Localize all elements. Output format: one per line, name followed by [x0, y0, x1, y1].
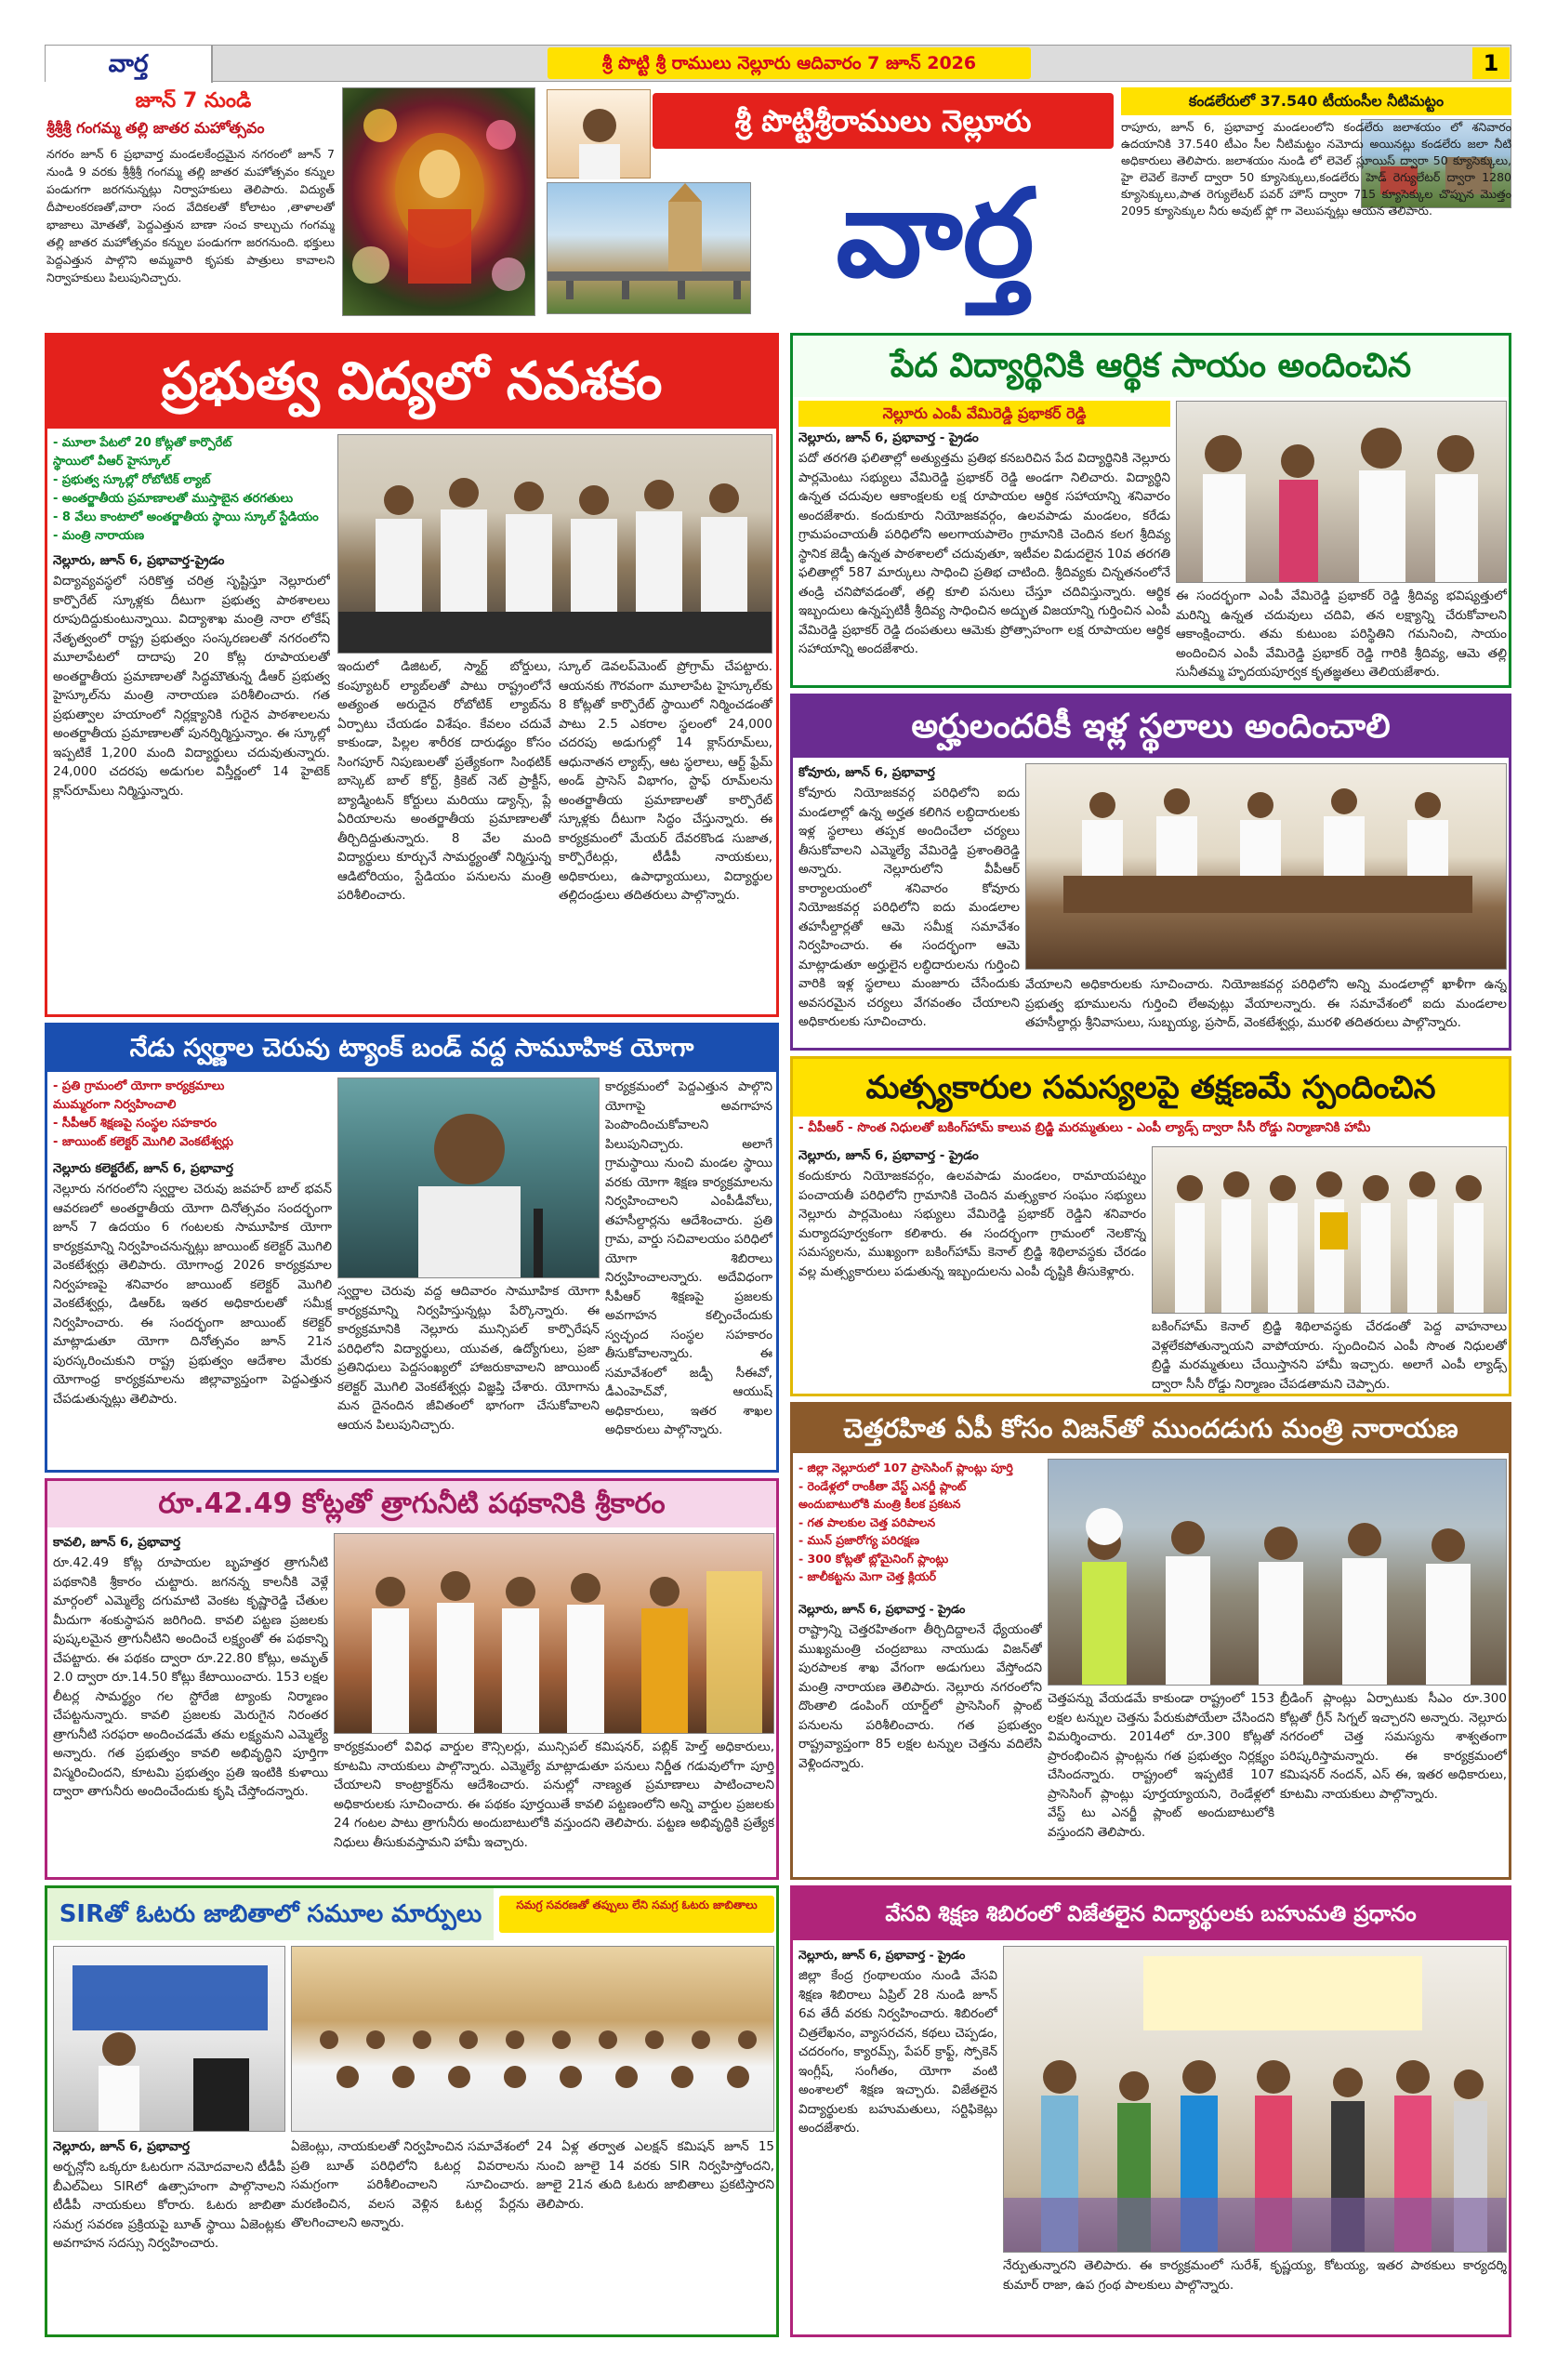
scholarship-story — [790, 333, 1511, 688]
highlight-item: - అంతర్జాతీయ ప్రమాణాలతో ముస్తాబైన తరగతులు — [53, 492, 294, 506]
bridge-collage — [547, 182, 751, 314]
highlight-item: - మూలా పేటలో 20 కోట్లతో కార్పొరేట్ — [53, 436, 232, 450]
page-number: 1 — [1472, 47, 1510, 79]
joint-collector-photo — [337, 1078, 600, 1278]
highlight-item: - జాలీకట్టను మెగా చెత్త క్లియర్ — [798, 1569, 937, 1583]
story-body-col1: అర్బన్లోని ఒక్కరూ ఓటరుగా నమోదవాలని టీడీపీ బీఎల్ఏలు SIRలో ఉత్సాహంగా పాల్గొనాలని టీడీపీ నాయకులు కోరారు. ఓటరు జాబితా సమగ్ర సవరణ ప్రక్రియపై బూత్ స్థాయి ఏజెంట్లకు అవగాహన సదస్సు నిర్వహించారు. — [53, 2160, 285, 2251]
foundation-stone-photo — [334, 1533, 774, 1734]
highlight-item: ముమ్మరంగా నిర్వహించాలి — [53, 1098, 177, 1112]
story-body: రాపూరు, జూన్ 6, ప్రభావార్త మండలంలోని కండలేరు జలాశయం లో శనివారం ఉదయానికి 37.540 టీఎం సీల నీటిమట్టం నమోదు అయినట్లు కండలేరు జలా నీటి అధికారులు తెలిపారు. జలాశయం నుండి లో లెవెల్ స్లూయిస్ ద్వారా 50 క్యూసెక్కులు, హై లెవెల్ కెనాల్ ద్వారా 50 క్యూసెక్కులు,కండలేరు హెడ్ రెగ్యులేటర్ ద్వారా 1280 క్యూసెక్కులు,పాత రెగ్యులేటర్ పవర్ హౌస్ ద్వారా 715 క్యూసెక్కుల చొప్పున మొత్తం 2095 క్యూసెక్కుల నీరు అవుట్ ఫ్లో గా వెలుపన్నట్లు ఆయన తెలిపారు. — [1121, 120, 1511, 218]
summer-camp-story — [790, 1885, 1511, 2337]
highlight-item: - 8 వేలు కాంటాలో అంతర్జాతీయ స్థాయి స్కూల్ స్టేడియం — [53, 510, 319, 524]
masthead-logo: వార్త — [836, 162, 1035, 304]
mp-handover-photo — [1176, 401, 1507, 583]
highlight-item: - రెండేళ్లలో రాంకీతా వేస్ట్ ఎనర్జీ ప్లాంట్ — [798, 1478, 967, 1493]
drinking-water-story — [45, 1478, 779, 1880]
story-kicker: జూన్ 7 నుండి — [135, 89, 252, 112]
story-body-col3: స్కూల్ డెవలప్‌మెంట్ ప్రోగ్రామ్ చేపట్టారు. ఆయనకు గౌరవంగా మూలాపేట హైస్కూల్‌కు 8 కోట్లతో కార్పొరేట్ స్థాయిలో నిర్మించడంతో పాటు 2.5 ఎకరాల స్థలంలో 24,000 చదరపు అడుగుల్లో 14 క్లాస్‌రూమ్‌లు, ఆధునాతన ల్యాబ్స్, ఆట స్థలాలు, ఆర్ట్ ఫ్రేమ్ అండ్ ప్రాసెస్ విభాగం, స్టాఫ్ రూమ్‌లను అంతర్జాతీయ ప్రమాణాలతో కార్పొరేట్ స్కూళ్లకు దీటుగా సిద్ధం చేస్తున్నారు. ఈ కార్యక్రమంలో మేయర్ దేవరకొండ సుజాత, కార్పొరేటర్లు, టీడీపీ నాయకులు, అధికారులు, ఉపాధ్యాయులు, విద్యార్థుల తల్లిదండ్రులు తదితరులు పాల్గొన్నారు. — [559, 659, 772, 903]
garbage-free-ap-story — [790, 1402, 1511, 1880]
minister-press-meet-photo — [337, 434, 772, 654]
story-title: వేసవి శిక్షణ శిబిరంలో విజేతలైన విద్యార్థులకు బహుమతి ప్రధానం — [793, 1888, 1509, 1940]
story-byline: నెల్లూరు, జూన్ 6, ప్రభావార్త - ప్రైడం — [798, 1948, 966, 1962]
yoga-story — [45, 1023, 779, 1473]
story-body-col1: పదో తరగతి ఫలితాల్లో అత్యుత్తమ ప్రతిభ కనబరిచిన పేద విద్యార్థినికి నెల్లూరు పార్లమెంటు సభ్యులు వేమిరెడ్డి ప్రభాకర్ రెడ్డి అండగా నిలిచారు. విద్యార్థిని ఉన్నత చదువుల ఆకాంక్షలకు లక్ష రూపాయల ఆర్థిక సహాయాన్ని శనివారం అందజేశారు. కందుకూరు నియోజకవర్గం, ఉలవపాడు మండలం, కరేడు గ్రామపంచాయతీ పరిధిలోని అలగాయపాలెం గ్రామానికి చెందిన కలగ శ్రీదివ్య స్థానిక జెడ్పీ ఉన్నత పాఠశాలలో చదువుతూ, ఇటీవల విడుదలైన 10వ తరగతి ఫలితాల్లో 587 మార్కులు సాధించి ప్రతిభ చాటింది. శ్రీదివ్యకు చిన్నతనంలోనే తండ్రి చనిపోవడంతో, తల్లి కూలి పనులు చేస్తూ చదివిస్తున్నారు. ఆర్థిక ఇబ్బందులు ఉన్నప్పటికీ శ్రీదివ్య సాధించిన అద్భుత విజయాన్ని గుర్తించిన ఎంపీ వేమిరెడ్డి ప్రభాకర్ రెడ్డి దంపతులు ఆమెకు ప్రోత్సాహంగా లక్ష రూపాయల ఆర్థిక సహాయాన్ని అందజేశారు. — [798, 451, 1170, 656]
highlight-item: - జాయింట్ కలెక్టర్ మొగిలి వెంకటేశ్వర్లు — [53, 1135, 233, 1149]
highlight-item: అందుబాటులోకి మంత్రి కీలక ప్రకటన — [798, 1497, 961, 1511]
highlight-item: - మున్ ప్రజారోగ్య పరిరక్షణ — [798, 1533, 920, 1547]
story-body-col2: కార్యక్రమంలో పెద్దఎత్తున పాల్గొని యోగాపై అవగాహన పెంపొందించుకోవాలని పిలుపునిచ్చారు. అలాగే గ్రామస్థాయి నుంచి మండల స్థాయి వరకు యోగా శిక్షణ కార్యక్రమాలను నిర్వహించాలని ఎంపీడీవోలు, తహసీల్దార్లను ఆదేశించారు. ప్రతి గ్రామ, వార్డు సచివాలయం పరిధిలో యోగా శిబిరాలు నిర్వహించాలన్నారు. అదేవిధంగా సీపీఆర్ శిక్షణపై ప్రజలకు అవగాహన కల్పించేందుకు స్వచ్ఛంద సంస్థల సహకారం తీసుకోవాలన్నారు. ఈ సమావేశంలో జడ్పీ సీఈవో, డీఎంహెచ్‌వో, ఆయుష్ అధికారులు, ఇతర శాఖల అధికారులు పాల్గొన్నారు. — [605, 1079, 772, 1437]
story-body-col1: కోవూరు నియోజకవర్గ పరిధిలోని ఐదు మండలాల్లో ఉన్న అర్హత కలిగిన లబ్ధిదారులకు ఇళ్ల స్థలాలు తప్పక అందించేలా చర్యలు తీసుకోవాలని ఎమ్మెల్యే వేమిరెడ్డి ప్రశాంతిరెడ్డి అన్నారు. నెల్లూరులోని వీపీఆర్ కార్యాలయంలో శనివారం కోవూరు నియోజకవర్గ పరిధిలోని ఐదు మండలాల తహసీల్దార్లతో ఆమె సమీక్ష సమావేశం నిర్వహించారు. ఈ సందర్భంగా ఆమె మాట్లాడుతూ అర్హులైన లబ్ధిదారులను గుర్తించి వారికి ఇళ్ల స్థలాలు మంజూరు చేసేందుకు అవసరమైన చర్యలు వేగవంతం చేయాలని అధికారులకు సూచించారు. — [798, 786, 1020, 1029]
goddess-photo — [342, 87, 535, 316]
story-body-col2: బకింగ్‌హామ్ కెనాల్ బ్రిడ్జి శిథిలావస్థకు చేరడంతో పెద్ద వాహనాలు వెళ్లలేకపోతున్నాయని వాపోయారు. స్పందించిన ఎంపీ సొంత నిధులతో బ్రిడ్జి మరమ్మతులు చేయిస్తానని హామీ ఇచ్చారు. అలాగే ఎంపీ ల్యాడ్స్ ద్వారా సీసీ రోడ్డు నిర్మాణం చేపడతామని చెప్పారు. — [1152, 1319, 1507, 1392]
story-body-col2: చెత్తపన్ను వేయడమే కాకుండా రాష్ట్రంలో 153 లక్షల టన్నుల చెత్తను పేరుకుపోయేలా చేసిందని విమర్శించారు. 2014లో రూ.300 కోట్లతో ప్రారంభించిన ప్లాంట్లను గత ప్రభుత్వం నిర్లక్ష్యం చేసిందన్నారు. రాష్ట్రంలో ఇప్పటికే 107 ప్రాసెసింగ్ ప్లాంట్లు పూర్తయ్యాయని, రెండేళ్లలో వేస్ట్ టు ఎనర్జీ ప్లాంట్ అందుబాటులోకి వస్తుందని తెలిపారు. — [1048, 1691, 1274, 1840]
story-byline: నెల్లూరు, జూన్ 6, ప్రభావార్త - ప్రైడం — [798, 430, 979, 445]
story-body-col3: బ్రీడింగ్ ప్లాంట్లు ఏర్పాటుకు సీఎం రూ.300 కోట్లతో గ్రీన్ సిగ్నల్ ఇచ్చారని అన్నారు. నెల్లూరు నగరంలో చెత్త సమస్యను శాశ్వతంగా పరిష్కరిస్తామన్నారు. ఈ కార్యక్రమంలో కమిషనర్ నందన్, ఎస్ ఈ, ఇతర అధికారులు, కూటమి నాయకులు పాల్గొన్నారు. — [1280, 1691, 1507, 1802]
story-byline: కోవూరు, జూన్ 6, ప్రభావార్త — [798, 765, 935, 780]
speaker-photo — [53, 1946, 285, 2132]
story-byline: నెల్లూరు, జూన్ 6, ప్రభావార్త — [53, 2139, 191, 2154]
story-subtitle: - వీపీఆర్ - సొంత నిధులతో బకింగ్‌హామ్ కాలువ బ్రిడ్జి మరమ్మతులు - ఎంపీ ల్యాడ్స్ ద్వారా సీసీ రోడ్డు నిర్మాణానికి హామీ — [798, 1120, 1371, 1135]
story-title: పేద విద్యార్థినికి ఆర్థిక సాయం అందించిన — [793, 336, 1509, 397]
top-bar-logo: వార్త — [46, 46, 213, 83]
story-title: నేడు స్వర్ణాల చెరువు ట్యాంక్ బండ్ వద్ద సామూహిక యోగా — [47, 1025, 776, 1072]
story-highlights — [798, 1459, 1042, 1596]
story-body-col2: కార్యక్రమంలో వివిధ వార్డుల కౌన్సిలర్లు, మున్సిపల్ కమిషనర్, పబ్లిక్ హెల్త్ అధికారులు, కూటమి నాయకులు పాల్గొన్నారు. ఎమ్మెల్యే మాట్లాడుతూ పనులు నిర్ణీత గడువులోగా పూర్తి చేయాలని కాంట్రాక్టర్‌ను ఆదేశించారు. పనుల్లో నాణ్యత ప్రమాణాలు పాటించాలని అధికారులకు సూచించారు. ఈ పథకం పూర్తయితే కావలి పట్టణంలోని అన్ని వార్డుల ప్రజలకు 24 గంటల పాటు త్రాగునీరు అందుబాటులోకి వస్తుందని తెలిపారు. పట్టణ అభివృద్ధికి ప్రత్యేక నిధులు తీసుకువస్తామని హామీ ఇచ్చారు. — [334, 1739, 774, 1850]
story-title: శ్రీశ్రీశ్రీ గంగమ్మ తల్లి జాతర మహోత్సవం — [46, 119, 265, 137]
story-title: కండలేరులో 37.540 టీయంసీల నీటిమట్టం — [1121, 87, 1511, 115]
edition-date-line: శ్రీ పొట్టి శ్రీ రాములు నెల్లూరు ఆదివారం 7 జూన్ 2026 — [548, 47, 1031, 79]
story-highlights — [53, 434, 330, 549]
story-tag: సమగ్ర సవరణతో తప్పులు లేని సమగ్ర ఓటరు జాబితాలు — [499, 1896, 774, 1933]
story-body-col2: నేర్పుతున్నారని తెలిపారు. ఈ కార్యక్రమంలో సురేశ్, కృష్ణయ్య, కోటయ్య, ఇతర పాఠకులు కార్యదర్శి కుమార్ రాజా, ఉప గ్రంథ పాలకులు పాల్గొన్నారు. — [1003, 2258, 1507, 2293]
masthead-ribbon: శ్రీ పొట్టిశ్రీరాములు నెల్లూరు — [653, 93, 1114, 149]
review-meeting-photo — [1025, 763, 1507, 970]
prize-distribution-photo — [1003, 1946, 1507, 2253]
kandaleru-story — [1121, 86, 1511, 318]
story-body-col1: కందుకూరు నియోజకవర్గం, ఉలవపాడు మండలం, రామాయపట్నం పంచాయతీ పరిధిలోని గ్రామానికి చెందిన మత్స్యకార సంఘం సభ్యులు నెల్లూరు పార్లమెంటు సభ్యులు వేమిరెడ్డి ప్రభాకర్ రెడ్డిని శనివారం మర్యాదపూర్వకంగా కలిశారు. ఈ సందర్భంగా గ్రామంలో నెలకొన్న సమస్యలను, ముఖ్యంగా బకింగ్‌హామ్ కెనాల్ బ్రిడ్జి శిథిలావస్థకు చేరడం వల్ల మత్స్యకారులు పడుతున్న ఇబ్బందులను ఎంపీ దృష్టికి తీసుకెళ్లారు. — [798, 1169, 1146, 1279]
highlight-item: - సీపీఆర్ శిక్షణపై సంస్థల సహకారం — [53, 1117, 218, 1130]
story-title: రూ.42.49 కోట్లతో త్రాగునీటి పథకానికి శ్రీకారం — [47, 1481, 776, 1527]
story-title: అర్హులందరికీ ఇళ్ల స్థలాలు అందించాలి — [793, 696, 1509, 758]
highlight-item: - 300 కోట్లతో బ్లోమైనింగ్ ప్లాంట్లు — [798, 1551, 949, 1566]
highlight-item: - జిల్లా నెల్లూరులో 107 ప్రాసెసింగ్ ప్లాంట్లు పూర్తి — [798, 1461, 1013, 1474]
top-bar — [45, 45, 1511, 82]
story-subtitle: నెల్లూరు ఎంపీ వేమిరెడ్డి ప్రభాకర్ రెడ్డి — [798, 401, 1170, 427]
audience-photo — [291, 1946, 774, 2132]
dumping-yard-visit-photo — [1048, 1459, 1507, 1686]
story-body-col1: విద్యావ్యవస్థలో సరికొత్త చరిత్ర సృష్టిస్తూ నెల్లూరులో కార్పొరేట్ స్కూళ్లకు దీటుగా ప్రభుత్వ పాఠశాలలు రూపుదిద్దుకుంటున్నాయి. విద్యాశాఖ మంత్రి నారా లోకేష్ నేతృత్వంలో రాష్ట్ర ప్రభుత్వం సంస్కరణలతో నగరంలోని మూలాపేటలో దాదాపు 20 కోట్ల రూపాయలతో అంతర్జాతీయ ప్రమాణాలతో సిద్ధమౌతున్న డీఆర్ ప్రభుత్వ హైస్కూల్‌ను మంత్రి నారాయణ పరిశీలించారు. గత ప్రభుత్వాల హయాంలో నిర్లక్ష్యానికి గురైన పాఠశాలలను అంతర్జాతీయ ప్రమాణాలతో పునర్నిర్మిస్తున్నాం. ఈ స్కూల్లో ఇప్పటికే 1,200 మంది విద్యార్థులు చదువుతున్నారు. 24,000 చదరపు అడుగుల విస్తీర్ణంలో 14 హైటెక్ క్లాస్‌రూమ్‌లు నిర్మిస్తున్నారు. — [53, 574, 330, 799]
fishermen-story — [790, 1056, 1511, 1396]
story-body-col3: స్వర్ణాల చెరువు వద్ద ఆదివారం సామూహిక యోగా కార్యక్రమాన్ని నిర్వహిస్తున్నట్లు పేర్కొన్నారు. ఈ కార్యక్రమానికి నెల్లూరు మున్సిపల్ కార్పొరేషన్ పరిధిలోని విద్యార్థులు, యువత, ఉద్యోగులు, ప్రజా ప్రతినిధులు పెద్దసంఖ్యలో హాజరుకావాలని జాయింట్ కలెక్టర్ మొగిలి వెంకటేశ్వర్లు విజ్ఞప్తి చేశారు. యోగాను మన దైనందిన జీవితంలో భాగంగా చేసుకోవాలని ఆయన పిలుపునిచ్చారు. — [337, 1284, 600, 1433]
story-byline: కావలి, జూన్ 6, ప్రభావార్త — [53, 1535, 181, 1550]
highlight-item: - గత పాలకుల చెత్త పరిపాలన — [798, 1514, 936, 1529]
highlight-item: - ప్రతి గ్రామంలో యోగా కార్యక్రమాలు — [53, 1079, 225, 1093]
highlight-item: - మంత్రి నారాయణ — [53, 529, 145, 543]
masthead — [541, 86, 1117, 318]
story-body-col3: 24 ఏళ్ల తర్వాత ఎలక్షన్ కమిషన్ జూన్ 15 నుంచి జూలై 14 వరకు SIR నిర్వహిస్తోందని, జూలై 21న తుది ఓటరు జాబితాలు ప్రకటిస్తారని తెలిపారు. — [536, 2139, 774, 2212]
story-body-col2: ఏజెంట్లు, నాయకులతో నిర్వహించిన సమావేశంలో ప్రతి బూత్ పరిధిలోని ఓటర్ల వివరాలను సమగ్రంగా పరిశీలించాలని సూచించారు. మరణించిన, వలస వెళ్లిన ఓటర్ల పేర్లను తొలగించాలని అన్నారు. — [291, 2139, 529, 2230]
story-body-col1: రాష్ట్రాన్ని చెత్తరహితంగా తీర్చిదిద్దాలనే ధ్యేయంతో ముఖ్యమంత్రి చంద్రబాబు నాయుడు విజన్‌తో పురపాలక శాఖ వేగంగా అడుగులు వేస్తోందని మంత్రి నారాయణ తెలిపారు. నెల్లూరు నగరంలోని దొంతాలి డంపింగ్ యార్డ్‌లో ప్రాసెసింగ్ ప్లాంట్ పనులను పరిశీలించారు. గత ప్రభుత్వం రాష్ట్రవ్యాప్తంగా 85 లక్షల టన్నుల చెత్తను వదిలేసి వెళ్లిందన్నారు. — [798, 1622, 1042, 1771]
story-byline: నెల్లూరు కలెక్టరేట్, జూన్ 6, ప్రభావార్త — [53, 1161, 233, 1176]
highlight-item: స్థాయిలో వీఆర్ హైస్కూల్ — [53, 455, 170, 469]
story-body-col1: నెల్లూరు నగరంలోని స్వర్ణాల చెరువు జవహర్ బాల్ భవన్ ఆవరణలో అంతర్జాతీయ యోగా దినోత్సవం సందర్భంగా జూన్ 7 ఉదయం 6 గంటలకు సామూహిక యోగా కార్యక్రమాన్ని నిర్వహించనున్నట్లు జాయింట్ కలెక్టర్ మొగిలి వెంకటేశ్వర్లు తెలిపారు. యోగాంధ్ర 2026 కార్యక్రమాల నిర్వహణపై శనివారం జాయింట్ కలెక్టర్ మొగిలి వెంకటేశ్వర్లు, డిఆర్ఓ ఇతర అధికారులతో సమీక్ష నిర్వహించారు. ఈ సందర్భంగా జాయింట్ కలెక్టర్ మాట్లాడుతూ యోగా దినోత్సవం జూన్ 21న పురస్కరించుకుని రాష్ట్ర ప్రభుత్వం ఆదేశాల మేరకు యోగాంధ్ర కార్యక్రమాలను జిల్లావ్యాప్తంగా పెద్దఎత్తున చేపడుతున్నట్లు తెలిపారు. — [53, 1182, 332, 1407]
sir-voter-list-story — [45, 1885, 779, 2337]
story-byline: నెల్లూరు, జూన్ 6, ప్రభావార్త - ప్రైడం — [798, 1148, 979, 1163]
founder-portrait — [547, 89, 651, 178]
highlight-item: - ప్రభుత్వ స్కూల్లో రోబోటిక్ ల్యాబ్ — [53, 473, 211, 487]
fishermen-delegation-photo — [1152, 1146, 1507, 1314]
story-body-col1: రూ.42.49 కోట్ల రూపాయల బృహత్తర త్రాగునీటి పథకానికి శ్రీకారం చుట్టారు. జగనన్న కాలనీకి వెళ్లే మార్గంలో ఎమ్మెల్యే దగుమాటి వెంకట కృష్ణారెడ్డి చేతుల మీదుగా శంకుస్థాపన జరిగింది. కావలి పట్టణ ప్రజలకు పుష్కలమైన త్రాగునీటిని అందించే లక్ష్యంతో ఈ పథకాన్ని చేపట్టారు. ఈ పథకం ద్వారా రూ.22.80 కోట్లు, అమృత్ 2.0 ద్వారా రూ.14.50 కోట్లు కేటాయించారు. 153 లక్షల లీటర్ల సామర్థ్యం గల స్టోరేజి ట్యాంకు నిర్మాణం చేపట్టనున్నారు. కావలి ప్రజలకు మెరుగైన నిరంతర త్రాగునీటి సరఫరా అందించడమే తమ లక్ష్యమని ఎమ్మెల్యే అన్నారు. గత ప్రభుత్వం కావలి అభివృద్ధిని పూర్తిగా విస్మరించిందని, కూటమి ప్రభుత్వం ప్రతి ఇంటికి కుళాయి ద్వారా తాగునీరు అందించేందుకు కృషి చేస్తోందన్నారు. — [53, 1555, 328, 1799]
story-byline: నెల్లూరు, జూన్ 6, ప్రభావార్త-ప్రైడం — [53, 553, 225, 568]
story-title: ప్రభుత్వ విద్యలో నవశకం — [47, 336, 776, 429]
story-byline: నెల్లూరు, జూన్ 6, ప్రభావార్త - ప్రైడం — [798, 1602, 966, 1616]
education-story — [45, 333, 779, 1017]
story-highlights — [53, 1078, 332, 1157]
story-body-col2: ఈ సందర్భంగా ఎంపీ వేమిరెడ్డి ప్రభాకర్ రెడ్డి శ్రీదివ్య భవిష్యత్తులో మరిన్ని ఉన్నత చదువులు చదివి, తన లక్ష్యాన్ని చేరుకోవాలని ఆకాంక్షించారు. తమ కుటుంబ పరిస్థితిని గమనించి, సాయం అందించిన ఎంపీ వేమిరెడ్డి ప్రభాకర్ రెడ్డి గారికి శ్రీదివ్య, ఆమె తల్లి సునీతమ్మ హృదయపూర్వక కృతజ్ఞతలు తెలియజేశారు. — [1176, 588, 1507, 680]
story-title: మత్స్యకారుల సమస్యలపై తక్షణమే స్పందించిన — [793, 1059, 1509, 1117]
story-body: నగరం జూన్ 6 ప్రభావార్త మండలకేంద్రమైన నగరంలో జూన్ 7 నుండి 9 వరకు శ్రీశ్రీశ్రీ గంగమ్మ తల్లి జాతర మహోత్సవం కన్నుల పండుగగా జరగనున్నట్లు నిర్వాహకులు తెలిపారు. విద్యుత్ దీపాలంకరణతో,వారా సంద వేదికలతో కోలాటం ,తాళాలతో భాజాలు మోతతో, పెద్దఎత్తున బాణా సంచ కాల్చుచు గంగమ్మ తల్లి జాతర మహోత్సవం కన్నుల పండుగగా జరగనుంది. భక్తులు పెద్దఎత్తున పాల్గొని అమ్మవారి కృపకు పాత్రులు కావాలని నిర్వాహకులు పిలుపునిచ్చారు. — [46, 147, 335, 284]
housing-story — [790, 694, 1511, 1051]
story-title: SIRతో ఓటరు జాబితాలో సమూల మార్పులు — [47, 1888, 494, 1940]
gangamma-jatara-story — [45, 86, 537, 318]
story-body-col1: జిల్లా కేంద్ర గ్రంథాలయం నుండి వేసవి శిక్షణ శిబిరాలు ఏప్రిల్ 28 నుండి జూన్ 6వ తేదీ వరకు నిర్వహించారు. శిబిరంలో చిత్రలేఖనం, వ్యాసరచన, కథలు చెప్పడం, చదరంగం, క్యారమ్స్, పేపర్ క్రాఫ్ట్, స్పోకెన్ ఇంగ్లీష్, సంగీతం, యోగా వంటి అంశాలలో శిక్షణ ఇచ్చారు. విజేతలైన విద్యార్థులకు బహుమతులు, సర్టిఫికెట్లు అందజేశారు. — [798, 1968, 997, 2135]
story-title: చెత్తరహిత ఏపీ కోసం విజన్‌తో ముందడుగు మంత్రి నారాయణ — [793, 1405, 1509, 1453]
story-body-col2: ఇందులో డిజిటల్, స్మార్ట్ బోర్డులు, కంప్యూటర్ ల్యాబ్‌లతో పాటు రాష్ట్రంలోనే అత్యంత అరుదైన రోబోటిక్ ల్యాబ్‌ను ఏర్పాటు చేయడం విశేషం. కేవలం చదువే కాకుండా, పిల్లల శారీరక దారుఢ్యం కోసం సింగపూర్ నిపుణులతో ప్రత్యేకంగా సింథటిక్ బాస్కెట్ బాల్ కోర్ట్, క్రికెట్ నెట్ ప్రాక్టీస్, బ్యాడ్మింటన్ కోర్టులు మరియు డ్యాన్స్, ప్లే ఏరియాలను అంతర్జాతీయ ప్రమాణాలతో తీర్చిదిద్దుతున్నారు. 8 వేల మంది విద్యార్థులు కూర్చునే సామర్థ్యంతో నిర్మిస్తున్న ఆడిటోరియం, స్టేడియం పనులను మంత్రి పరిశీలించారు. — [337, 659, 551, 903]
story-body-col2: వేయాలని అధికారులకు సూచించారు. నియోజకవర్గ పరిధిలోని అన్ని మండలాల్లో ఖాళీగా ఉన్న ప్రభుత్వ భూములను గుర్తించి లేఅవుట్లు వేయాలన్నారు. ఈ సమావేశంలో ఐదు మండలాల తహసీల్దార్లు శ్రీనివాసులు, సుబ్బయ్య, ప్రసాద్, వెంకటేశ్వర్లు, మురళి తదితరులు పాల్గొన్నారు. — [1025, 977, 1507, 1030]
